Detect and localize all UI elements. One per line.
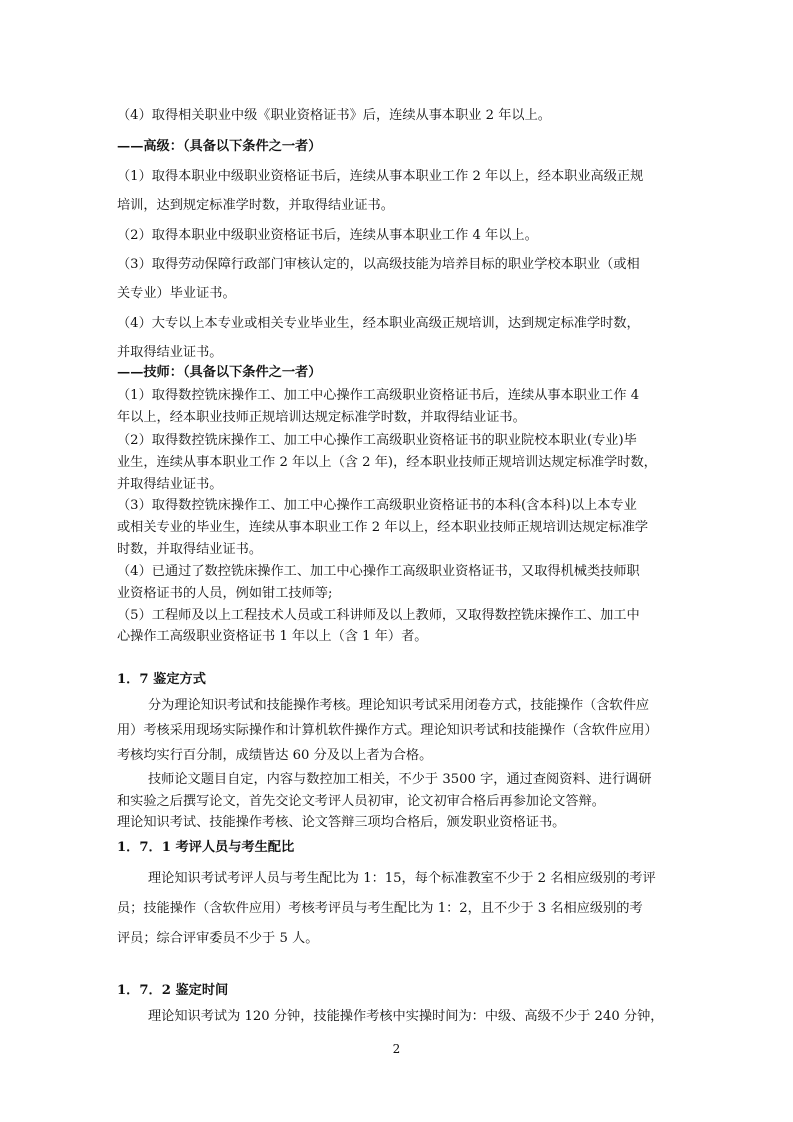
text-line: 关专业）毕业证书。	[117, 286, 236, 301]
text-line: （1）取得数控铣床操作工、加工中心操作工高级职业资格证书后，连续从事本职业工作 4	[117, 388, 640, 403]
text-line: 和实验之后撰写论文，首先交论文考评人员初审，论文初审合格后再参加论文答辩。	[117, 794, 605, 809]
section-heading: 1．7．2 鉴定时间	[117, 983, 229, 998]
text-line: （4）已通过了数控铣床操作工、加工中心操作工高级职业资格证书，又取得机械类技师职	[117, 564, 640, 579]
text-line: （3）取得数控铣床操作工、加工中心操作工高级职业资格证书的本科(含本科)以上本专业	[117, 498, 637, 513]
text-line: 并取得结业证书。	[117, 345, 223, 360]
text-line: 心操作工高级职业资格证书 1 年以上（含 1 年）者。	[117, 629, 428, 644]
text-line: 技师论文题目自定，内容与数控加工相关，不少于 3500 字，通过查阅资料、进行调研	[148, 772, 652, 787]
section-heading: 1．7．1 考评人员与考生配比	[117, 840, 295, 855]
text-line: 业资格证书的人员，例如钳工技师等;	[117, 586, 333, 601]
page-number: 2	[392, 1042, 401, 1056]
text-line: 时数，并取得结业证书。	[117, 542, 263, 557]
text-line: （4）取得相关职业中级《职业资格证书》后，连续从事本职业 2 年以上。	[117, 108, 551, 123]
text-line: （3）取得劳动保障行政部门审核认定的，以高级技能为培养目标的职业学校本职业（或相	[117, 257, 640, 272]
section-heading: ——技师：（具备以下条件之一者）	[117, 365, 322, 380]
text-line: 评员；综合评审委员不少于 5 人。	[117, 931, 319, 946]
text-line: 理论知识考试为 120 分钟，技能操作考核中实操时间为：中级、高级不少于 240 分钟，	[148, 1009, 664, 1024]
text-line: （2）取得数控铣床操作工、加工中心操作工高级职业资格证书的职业院校本职业(专业)毕	[117, 433, 637, 448]
section-heading: ——高级：（具备以下条件之一者）	[117, 139, 322, 154]
text-line: （2）取得本职业中级职业资格证书后，连续从事本职业工作 4 年以上。	[117, 228, 538, 243]
text-line: 用）考核采用现场实际操作和计算机软件操作方式。理论知识考试和技能操作（含软件应用）	[117, 723, 658, 738]
text-line: 员；技能操作（含软件应用）考核考评员与考生配比为 1：2，且不少于 3 名相应级别的考	[117, 901, 643, 916]
text-line: （5）工程师及以上工程技术人员或工科讲师及以上教师，又取得数控铣床操作工、加工中	[117, 608, 640, 623]
text-line: （1）取得本职业中级职业资格证书后，连续从事本职业工作 2 年以上，经本职业高级正规	[117, 169, 644, 184]
text-line: （4）大专以上本专业或相关专业毕业生，经本职业高级正规培训，达到规定标准学时数，	[117, 316, 640, 331]
text-line: 理论知识考试考评人员与考生配比为 1：15，每个标准教室不少于 2 名相应级别的考评	[148, 871, 656, 886]
text-line: 分为理论知识考试和技能操作考核。理论知识考试采用闭卷方式，技能操作（含软件应	[148, 698, 650, 713]
text-line: 业生，连续从事本职业工作 2 年以上（含 2 年)，经本职业技师正规培训达规定标准学时数，	[117, 455, 657, 470]
text-line: 考核均实行百分制，成绩皆达 60 分及以上者为合格。	[117, 748, 433, 763]
text-line: 培训，达到规定标准学时数，并取得结业证书。	[117, 198, 394, 213]
text-line: 或相关专业的毕业生，连续从事本职业工作 2 年以上，经本职业技师正规培训达规定标准学	[117, 520, 649, 535]
section-heading: 1．7 鉴定方式	[117, 672, 206, 687]
text-line: 并取得结业证书。	[117, 477, 223, 492]
text-line: 年以上，经本职业技师正规培训达规定标准学时数，并取得结业证书。	[117, 410, 526, 425]
text-line: 理论知识考试、技能操作考核、论文答辩三项均合格后，颁发职业资格证书。	[117, 815, 566, 830]
